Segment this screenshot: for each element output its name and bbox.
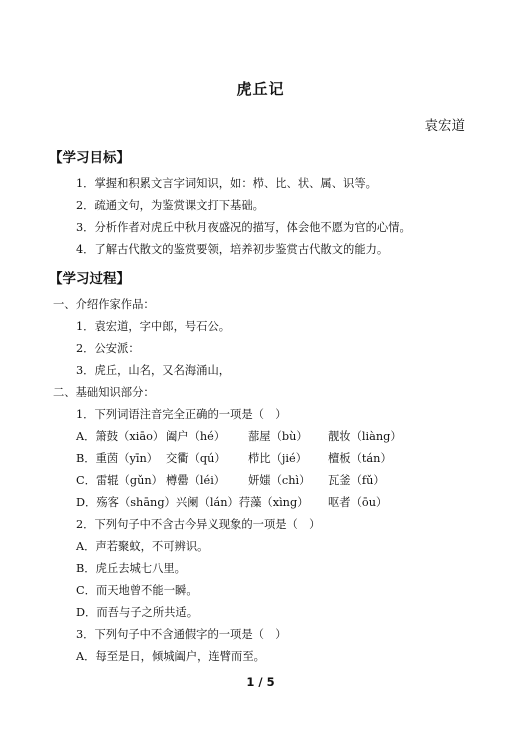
q1-option-part: 樽罍（léi） bbox=[166, 474, 226, 487]
q1-option-part: 瓦釜（fǔ） bbox=[328, 474, 385, 487]
question-3: 3．下列句子中不含通假字的一项是（ ） bbox=[76, 628, 287, 641]
doc-title: 虎丘记 bbox=[236, 80, 285, 98]
q1-option-part: B．重茵（yīn） bbox=[76, 452, 159, 465]
q2-option: A．声若聚蚊，不可辨识。 bbox=[76, 540, 209, 553]
process-heading: 【学习过程】 bbox=[49, 271, 130, 287]
question-1: 1．下列词语注音完全正确的一项是（ ） bbox=[76, 408, 287, 421]
section-1-item: 1．袁宏道，字中郎，号石公。 bbox=[76, 320, 231, 333]
q2-option: C．而天地曾不能一瞬。 bbox=[76, 584, 198, 597]
question-2: 2．下列句子中不含古今异义现象的一项是（ ） bbox=[76, 518, 321, 531]
q1-option-part: D．殇客（shāng） bbox=[76, 496, 176, 509]
q1-option-row bbox=[76, 473, 385, 488]
section-1-item: 3．虎丘，山名，又名海涌山， bbox=[76, 364, 231, 377]
q1-option-part: A．箫鼓（xiāo） bbox=[76, 430, 165, 443]
q3-option: A．每至是日，倾城阖户，连臂而至。 bbox=[76, 650, 265, 663]
page-number: 1 / 5 bbox=[246, 675, 275, 689]
q2-option: D．而吾与子之所共适。 bbox=[76, 606, 199, 619]
q1-option-part: 交衢（qú） bbox=[166, 452, 226, 465]
q1-option-part: 阖户（hé） bbox=[166, 430, 226, 443]
goal-item: 1．掌握和积累文言字词知识，如：栉、比、状、属、识等。 bbox=[76, 177, 377, 190]
q1-option-part: 呕者（ōu） bbox=[328, 496, 388, 509]
q1-option-part: 蔀屋（bù） bbox=[248, 430, 308, 443]
q1-option-part: 妍媸（chì） bbox=[248, 474, 311, 487]
goals-heading: 【学习目标】 bbox=[49, 150, 130, 166]
q2-option: B．虎丘去城七八里。 bbox=[76, 562, 186, 575]
section-2-title: 二、基础知识部分： bbox=[53, 386, 155, 399]
q1-option-part: C．雷辊（gǔn） bbox=[76, 474, 163, 487]
section-1-item: 2．公安派： bbox=[76, 342, 140, 355]
q1-option-part: 栉比（jié） bbox=[248, 452, 307, 465]
q1-option-part: 兴阑（lán）荇藻（xìng） bbox=[176, 496, 309, 509]
goal-item: 3．分析作者对虎丘中秋月夜盛况的描写，体会他不愿为官的心情。 bbox=[76, 221, 411, 234]
doc-author: 袁宏道 bbox=[424, 118, 465, 134]
q1-option-row bbox=[76, 495, 387, 510]
section-1-title: 一、介绍作家作品： bbox=[53, 298, 155, 311]
q1-option-row bbox=[76, 451, 392, 466]
q1-option-row bbox=[76, 429, 402, 444]
q1-option-part: 檀板（tán） bbox=[328, 452, 392, 465]
goal-item: 4．了解古代散文的鉴赏要领，培养初步鉴赏古代散文的能力。 bbox=[76, 243, 389, 256]
goal-item: 2．疏通文句，为鉴赏课文打下基础。 bbox=[76, 199, 264, 212]
q1-option-part: 靓妆（liàng） bbox=[328, 430, 402, 443]
